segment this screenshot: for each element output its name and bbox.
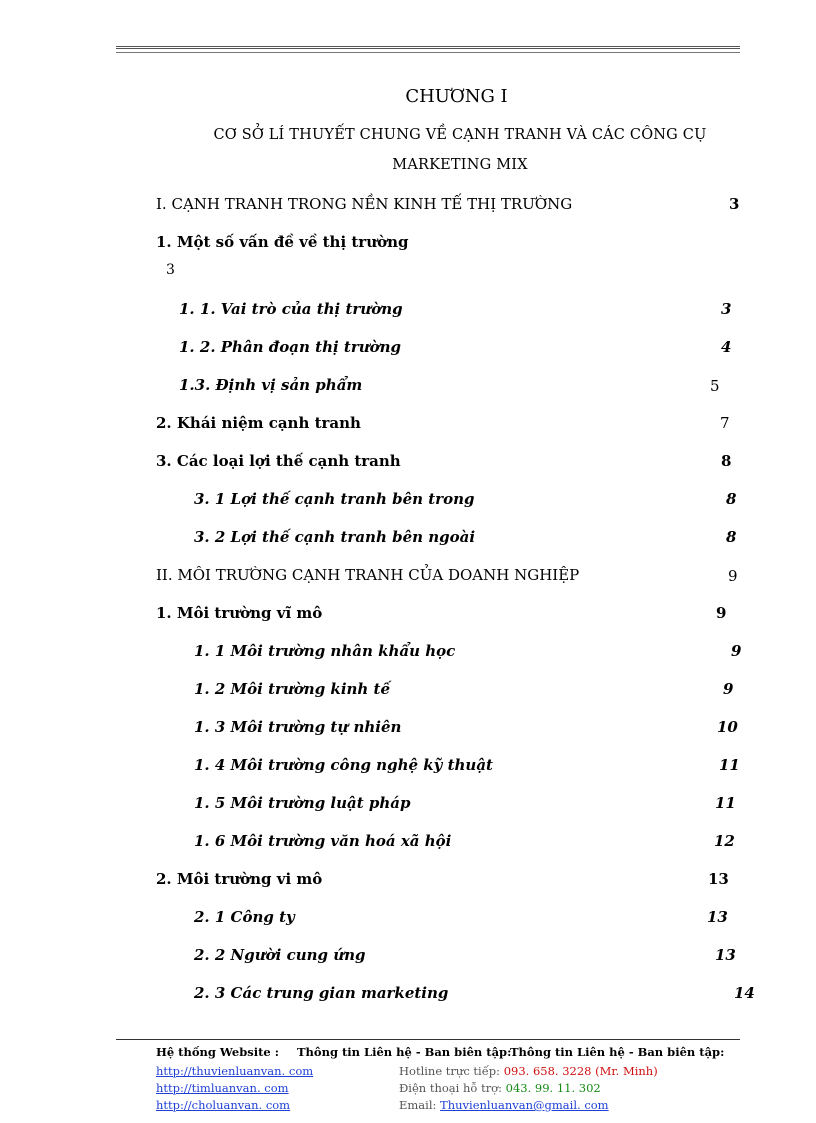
- toc-page: 9: [731, 642, 742, 660]
- footer-contact-header-2: Thông tin Liên hệ - Ban biên tập:: [510, 1045, 725, 1059]
- toc-entry: 1. 2 Môi trường kinh tế: [194, 680, 391, 698]
- hotline-value: 093. 658. 3228 (Mr. Minh): [503, 1064, 658, 1078]
- toc-entry: 1. Một số vấn đề về thị trường: [156, 233, 409, 251]
- toc-entry: 1. 1 Môi trường nhân khẩu học: [194, 642, 456, 660]
- toc-entry: 1. Môi trường vĩ mô: [156, 604, 323, 622]
- toc-page: 11: [715, 794, 736, 812]
- toc-page: 11: [719, 756, 740, 774]
- toc-entry: II. MÔI TRƯỜNG CẠNH TRANH CỦA DOANH NGHIỆP: [156, 566, 580, 584]
- footer-link-timluanvan[interactable]: http://timluanvan. com: [156, 1081, 289, 1095]
- toc-entry: 1. 6 Môi trường văn hoá xã hội: [194, 832, 452, 850]
- hotline-label: Hotline trực tiếp:: [399, 1064, 501, 1078]
- phone-value: 043. 99. 11. 302: [505, 1081, 601, 1095]
- toc-entry: 1. 5 Môi trường luật pháp: [194, 794, 411, 812]
- toc-page: 13: [715, 946, 736, 964]
- email-link[interactable]: Thuvienluanvan@gmail. com: [440, 1098, 609, 1112]
- toc-entry: 1. 4 Môi trường công nghệ kỹ thuật: [194, 756, 493, 774]
- footer-phone: [399, 1081, 601, 1095]
- header-rule: [116, 46, 740, 49]
- footer-link-choluanvan[interactable]: http://choluanvan. com: [156, 1098, 291, 1112]
- toc-entry: 2. 1 Công ty: [194, 908, 295, 926]
- toc-entry: 1.3. Định vị sản phẩm: [179, 376, 363, 394]
- toc-entry: 2. Môi trường vi mô: [156, 870, 323, 888]
- toc-page: 8: [726, 528, 737, 546]
- toc-entry: 1. 3 Môi trường tự nhiên: [194, 718, 402, 736]
- chapter-subtitle-line1: CƠ SỞ LÍ THUYẾT CHUNG VỀ CẠNH TRANH VÀ CÁC CÔNG CỤ: [213, 127, 707, 143]
- toc-page: 4: [721, 338, 732, 356]
- footer-contact-header: Thông tin Liên hệ - Ban biên tập:: [297, 1045, 512, 1059]
- toc-entry: 1. 1. Vai trò của thị trường: [179, 300, 403, 318]
- toc-page: 3: [166, 262, 175, 278]
- toc-page: 9: [723, 680, 734, 698]
- toc-page: 12: [714, 832, 735, 850]
- chapter-subtitle-line2: MARKETING MIX: [392, 157, 528, 173]
- toc-page: 13: [708, 870, 729, 888]
- toc-entry: 3. 2 Lợi thế cạnh tranh bên ngoài: [194, 528, 476, 546]
- phone-label: Điện thoại hỗ trợ:: [399, 1081, 502, 1095]
- footer-websites-header: Hệ thống Website :: [156, 1045, 279, 1059]
- toc-page: 3: [729, 195, 740, 213]
- toc-entry: I. CẠNH TRANH TRONG NỀN KINH TẾ THỊ TRƯỜNG: [156, 195, 573, 213]
- toc-page: 8: [721, 452, 732, 470]
- toc-page: 8: [726, 490, 737, 508]
- toc-page: 7: [720, 414, 730, 432]
- toc-entry: 2. Khái niệm cạnh tranh: [156, 414, 361, 432]
- toc-page: 9: [716, 604, 727, 622]
- toc-entry: 2. 3 Các trung gian marketing: [194, 984, 449, 1002]
- toc-page: 9: [728, 567, 738, 585]
- footer-rule: [116, 1039, 740, 1040]
- toc-entry: 3. 1 Lợi thế cạnh tranh bên trong: [194, 490, 475, 508]
- toc-page: 3: [721, 300, 732, 318]
- email-label: Email:: [399, 1098, 437, 1112]
- toc-page: 14: [734, 984, 755, 1002]
- toc-entry: 2. 2 Người cung ứng: [194, 946, 366, 964]
- footer-link-thuvienluanvan[interactable]: http://thuvienluanvan. com: [156, 1064, 314, 1078]
- footer-hotline: [399, 1064, 658, 1078]
- chapter-title: CHƯƠNG I: [405, 86, 508, 107]
- toc-page: 10: [717, 718, 738, 736]
- toc-entry: 1. 2. Phân đoạn thị trường: [179, 338, 402, 356]
- toc-entry: 3. Các loại lợi thế cạnh tranh: [156, 452, 401, 470]
- toc-page: 5: [710, 377, 720, 395]
- header-rule-thin: [116, 52, 740, 53]
- footer-email: [399, 1098, 609, 1112]
- toc-page: 13: [707, 908, 728, 926]
